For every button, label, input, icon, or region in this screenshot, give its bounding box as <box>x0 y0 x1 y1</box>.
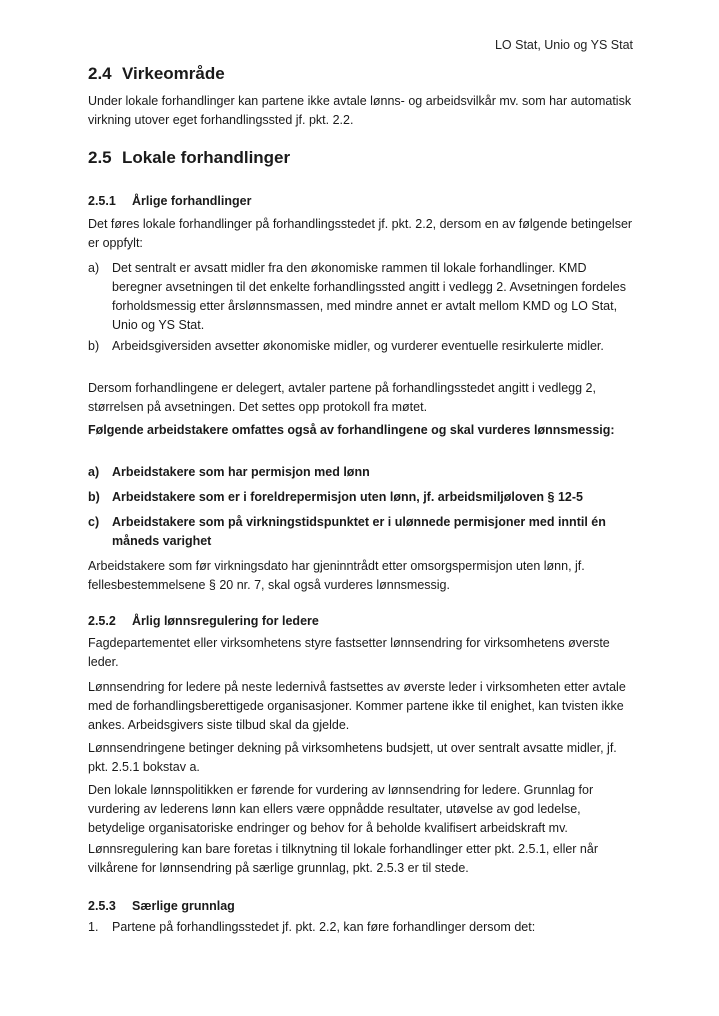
list-item: a) Det sentralt er avsatt midler fra den økonomiske rammen til lokale forhandlinger. KMD beregner avsetningen til det enkelte forhandlingssted angitt i vedlegg 2. Avsetningen fordeles forholdsmessig etter årslønnsmassen, med mindre annet er avtalt mellom KMD og LO Stat, Unio og YS Stat. <box>88 261 627 332</box>
section-heading-2-5: 2.5 Lokale forhandlinger <box>88 148 291 167</box>
paragraph: Dersom forhandlingene er delegert, avtaler partene på forhandlingsstedet angitt i vedlegg 2, størrelsen på avsetningen. Det settes opp protokoll fra møtet. <box>88 381 596 414</box>
section-heading-2-4: 2.4 Virkeområde <box>88 64 225 83</box>
paragraph: Fagdepartementet eller virksomhetens styre fastsetter lønnsendring for virksomhetens øverste leder. <box>88 636 610 669</box>
list-item: b) Arbeidstakere som er i foreldrepermisjon uten lønn, jf. arbeidsmiljøloven § 12-5 <box>88 490 583 504</box>
subsection-heading-2-5-2: 2.5.2 Årlig lønnsregulering for ledere <box>88 614 319 628</box>
paragraph: Det føres lokale forhandlinger på forhandlingsstedet jf. pkt. 2.2, dersom en av følgende betingelser er oppfylt: <box>88 217 633 250</box>
paragraph: Lønnsendring for ledere på neste ledernivå fastsettes av øverste leder i virksomheten etter avtale med de forhandlingsberettigede organisasjoner. Kommer partene ikke til enighet, kan tvisten ikke ankes. Arbeidsgivers siste tilbud skal da gjelde. <box>88 680 626 732</box>
list-item: 1. Partene på forhandlingsstedet jf. pkt. 2.2, kan føre forhandlinger dersom det: <box>88 920 536 934</box>
list-item: c) Arbeidstakere som på virkningstidspunktet er i ulønnede permisjoner med inntil én måneds varighet <box>88 515 606 548</box>
subsection-heading-2-5-1: 2.5.1 Årlige forhandlinger <box>88 194 252 208</box>
running-header: LO Stat, Unio og YS Stat <box>494 38 633 52</box>
bold-paragraph: Følgende arbeidstakere omfattes også av forhandlingene og skal vurderes lønnsmessig: <box>88 423 615 437</box>
paragraph: Den lokale lønnspolitikken er førende for vurdering av lønnsendring for ledere. Grunnlag for vurdering av lederens lønn kan ellers være oppnådde resultater, utøvelse av god ledelse, betydelige organisatoriske endringer og behov for å beholde kvalifisert arbeidskraft mv. <box>88 783 594 835</box>
paragraph: Lønnsendringene betinger dekning på virksomhetens budsjett, ut over sentralt avsatte midler, jf. pkt. 2.5.1 bokstav a. <box>88 741 617 774</box>
paragraph: Under lokale forhandlinger kan partene ikke avtale lønns- og arbeidsvilkår mv. som har automatisk virkning utover eget forhandlingssted jf. pkt. 2.2. <box>88 94 632 127</box>
list-item: a) Arbeidstakere som har permisjon med lønn <box>88 465 370 479</box>
subsection-heading-2-5-3: 2.5.3 Særlige grunnlag <box>88 899 235 913</box>
list-item: b) Arbeidsgiversiden avsetter økonomiske midler, og vurderer eventuelle resirkulerte midler. <box>88 339 604 353</box>
paragraph: Lønnsregulering kan bare foretas i tilknytning til lokale forhandlinger etter pkt. 2.5.1, eller når vilkårene for lønnsendring på særlige grunnlag, pkt. 2.5.3 er til stede. <box>88 842 599 875</box>
paragraph: Arbeidstakere som før virkningsdato har gjeninntrådt etter omsorgspermisjon uten lønn, jf. fellesbestemmelsene § 20 nr. 7, skal også vurderes lønnsmessig. <box>88 559 585 592</box>
